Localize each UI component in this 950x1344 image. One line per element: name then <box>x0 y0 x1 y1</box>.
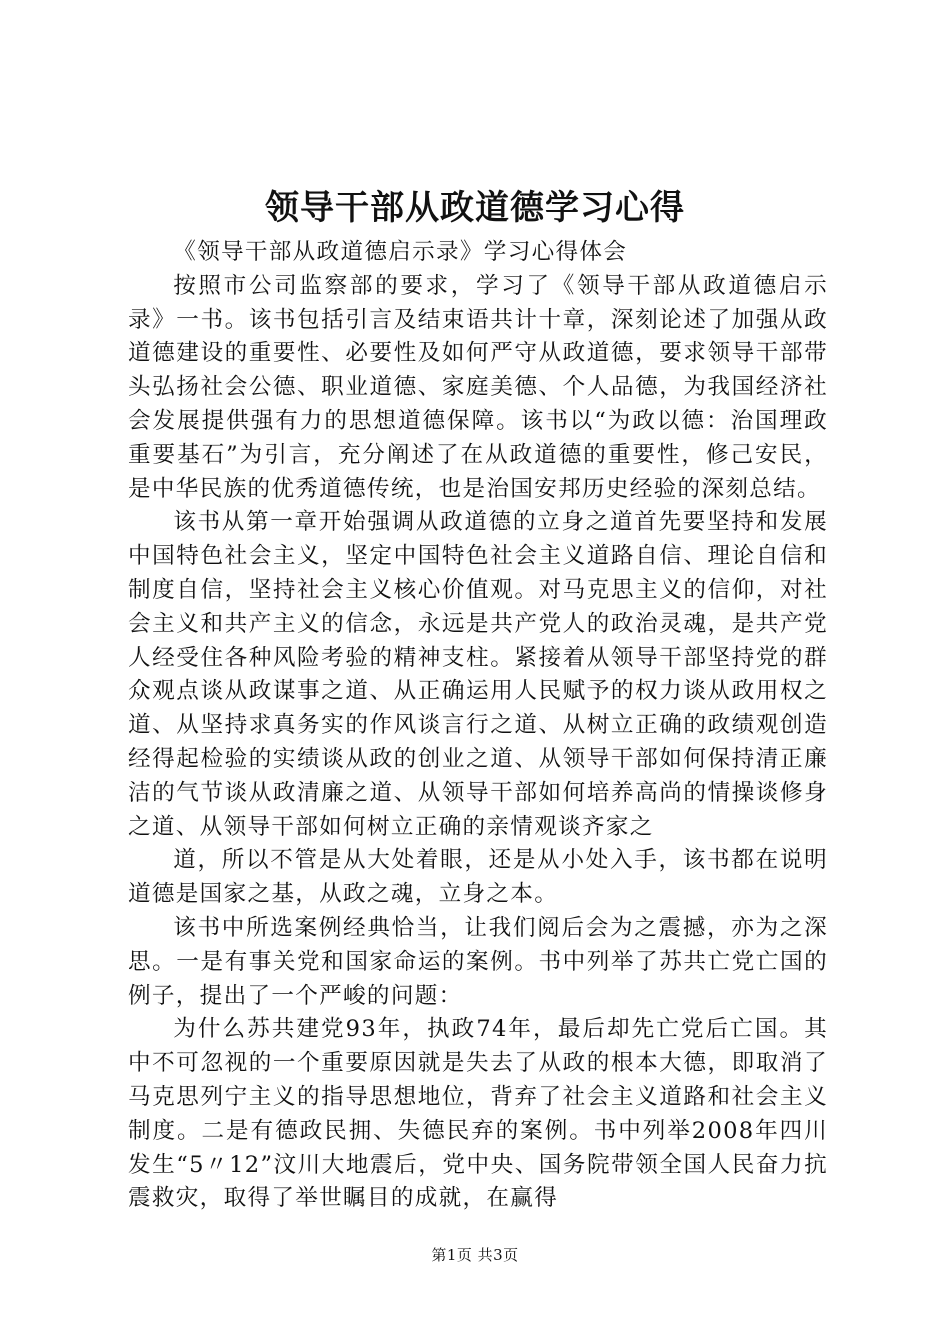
document-title: 领导干部从政道德学习心得 <box>265 188 685 228</box>
body-paragraph: 按照市公司监察部的要求，学习了《领导干部从政道德启示录》一书。该书包括引言及结束语共计十章，深刻论述了加强从政道德建设的重要性、必要性及如何严守从政道德，要求领导干部带头弘扬社会公德、职业道德、家庭美德、个人品德，为我国经济社会发展提供强有力的思想道德保障。该书以“为政以德：治国理政重要基石”为引言，充分阐述了在从政道德的重要性，修己安民，是中华民族的优秀道德传统，也是治国安邦历史经验的深刻总结。 <box>128 272 828 502</box>
page-footer: 第1页 共3页 <box>431 1246 519 1264</box>
body-paragraph: 为什么苏共建党93年，执政74年，最后却先亡党后亡国。其中不可忽视的一个重要原因就是失去了从政的根本大德，即取消了马克思列宁主义的指导思想地位，背弃了社会主义道路和社会主义制度。二是有德政民拥、失德民弃的案例。书中列举2008年四川发生“5〃12”汶川大地震后，党中央、国务院带领全国人民奋力抗震救灾，取得了举世瞩目的成就，在赢得 <box>128 1016 828 1212</box>
body-paragraph: 道，所以不管是从大处着眼，还是从小处入手，该书都在说明道德是国家之基，从政之魂，立身之本。 <box>128 847 828 908</box>
body-paragraph: 该书从第一章开始强调从政道德的立身之道首先要坚持和发展中国特色社会主义，坚定中国特色社会主义道路自信、理论自信和制度自信，坚持社会主义核心价值观。对马克思主义的信仰，对社会主义和共产主义的信念，永远是共产党人的政治灵魂，是共产党人经受住各种风险考验的精神支柱。紧接着从领导干部坚持党的群众观点谈从政谋事之道、从正确运用人民赋予的权力谈从政用权之道、从坚持求真务实的作风谈言行之道、从树立正确的政绩观创造经得起检验的实绩谈从政的创业之道、从领导干部如何保持清正廉洁的气节谈从政清廉之道、从领导干部如何培养高尚的情操谈修身之道、从领导干部如何树立正确的亲情观谈齐家之 <box>128 509 828 840</box>
body-paragraph: 该书中所选案例经典恰当，让我们阅后会为之震撼，亦为之深思。一是有事关党和国家命运的案例。书中列举了苏共亡党亡国的例子，提出了一个严峻的问题： <box>128 914 828 1009</box>
subtitle-paragraph: 《领导干部从政道德启示录》学习心得体会 <box>173 239 628 265</box>
document-body <box>128 236 828 1216</box>
